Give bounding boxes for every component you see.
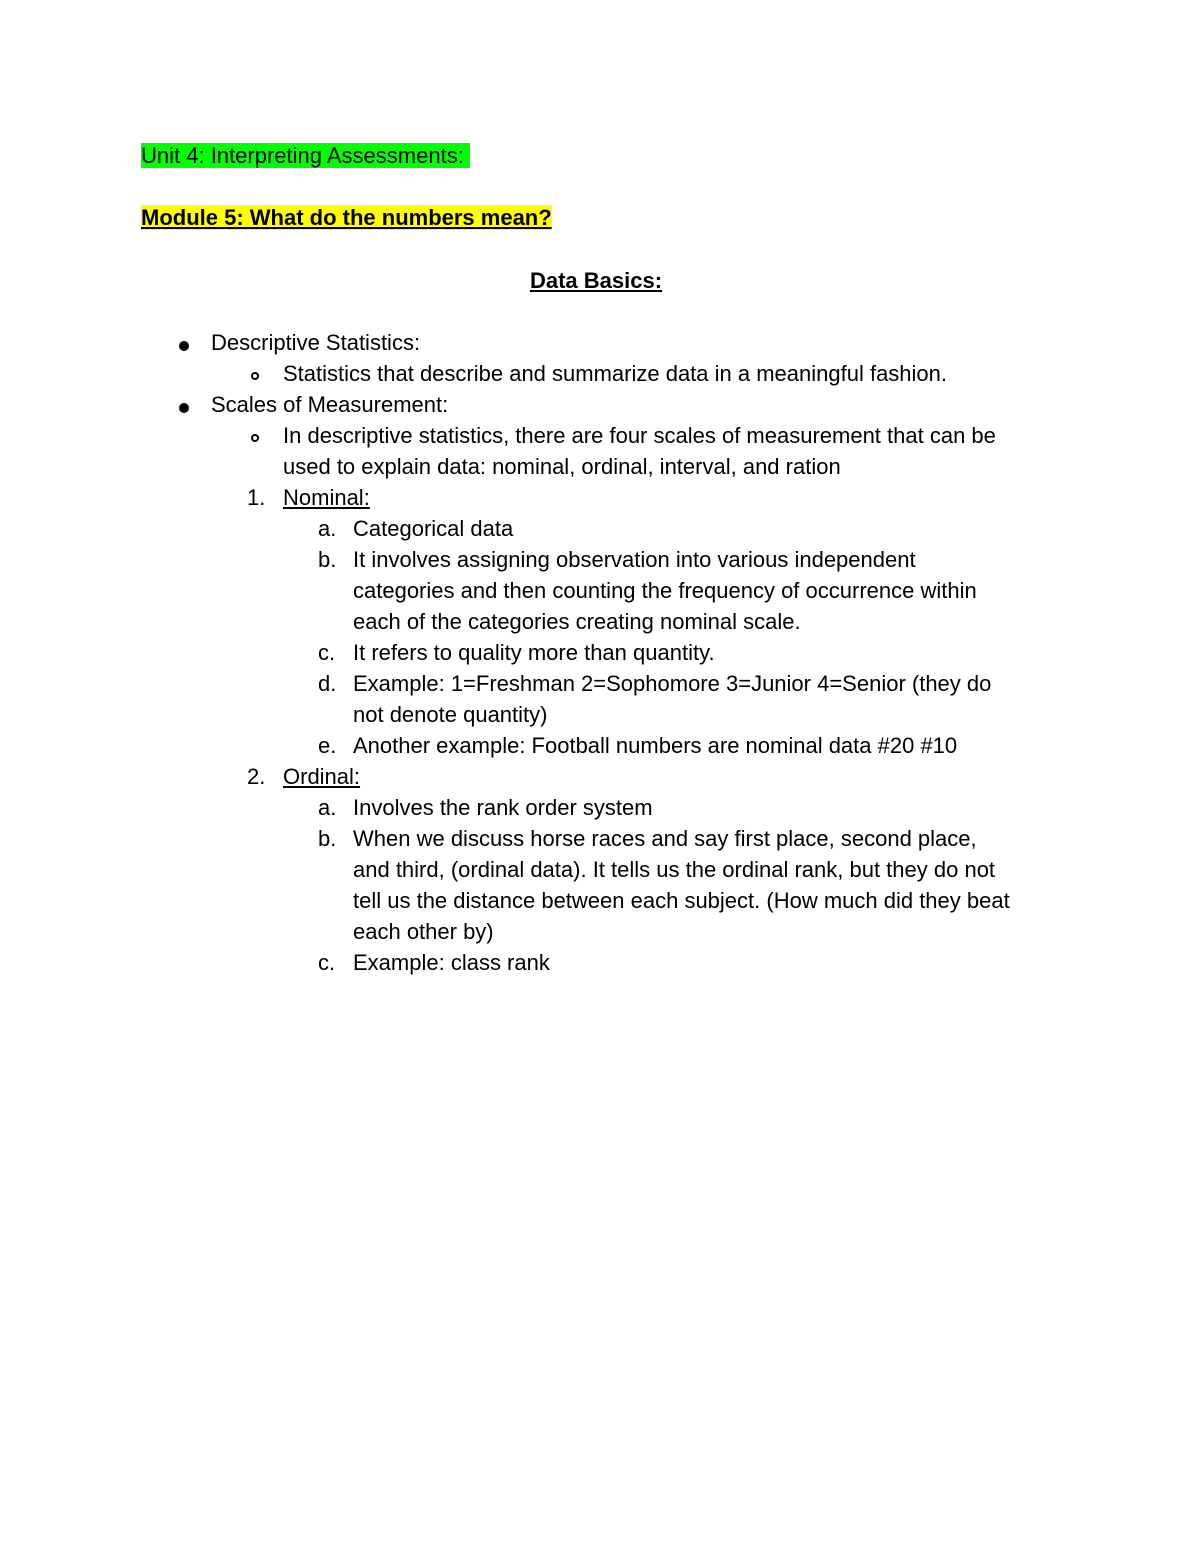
bullet-circle-icon [251,372,259,380]
list-letter: b. [318,547,337,572]
nominal-item-e: Another example: Football numbers are nominal data #20 #10 [353,733,958,758]
nominal-item-a: Categorical data [353,516,514,541]
ordinal-item-b-line-2: and third, (ordinal data). It tells us the ordinal rank, but they do not [353,857,996,882]
nominal-item-c: It refers to quality more than quantity. [353,640,715,665]
ordinal-item-b-line-3: tell us the distance between each subject. (How much did they beat [353,888,1010,913]
nominal-item-b-line-3: each of the categories creating nominal scale. [353,609,801,634]
ordinal-item-b-line-1: When we discuss horse races and say first place, second place, [353,826,977,851]
unit-heading-text: Unit 4: Interpreting Assessments: [141,143,470,168]
ordinal-item-b-line-4: each other by) [353,919,494,944]
nominal-item-d-line-2: not denote quantity) [353,702,548,727]
ordinal-item-c: Example: class rank [353,950,550,975]
list-number: 1. [247,485,266,510]
bullet-circle-icon [251,434,259,442]
ordinal-item-a: Involves the rank order system [353,795,653,820]
list-letter: c. [318,950,336,975]
list-letter: c. [318,640,336,665]
list-number: 2. [247,764,266,789]
list-letter: d. [318,671,337,696]
sub-bullet-scales-line-2: used to explain data: nominal, ordinal, interval, and ration [283,454,841,479]
nominal-item-b-line-1: It involves assigning observation into various independent [353,547,916,572]
bullet-descriptive-statistics: Descriptive Statistics: [211,330,421,355]
scale-ordinal-heading: Ordinal: [283,764,361,789]
list-letter: e. [318,733,337,758]
module-heading [141,202,552,233]
list-letter: a. [318,795,337,820]
bullet-dot-icon [179,341,189,351]
bullet-scales-of-measurement: Scales of Measurement: [211,392,449,417]
scale-nominal-heading: Nominal: [283,485,370,510]
list-letter: a. [318,516,337,541]
sub-bullet-scales-line-1: In descriptive statistics, there are four scales of measurement that can be [283,423,996,448]
sub-bullet-descriptive-definition: Statistics that describe and summarize data in a meaningful fashion. [283,361,948,386]
nominal-item-b-line-2: categories and then counting the frequency of occurrence within [353,578,977,603]
nominal-item-d-line-1: Example: 1=Freshman 2=Sophomore 3=Junior 4=Senior (they do [353,671,992,696]
unit-heading [141,140,470,171]
bullet-dot-icon [179,403,189,413]
module-heading-text: Module 5: What do the numbers mean? [141,205,552,230]
section-title: Data Basics: [529,268,663,293]
list-letter: b. [318,826,337,851]
